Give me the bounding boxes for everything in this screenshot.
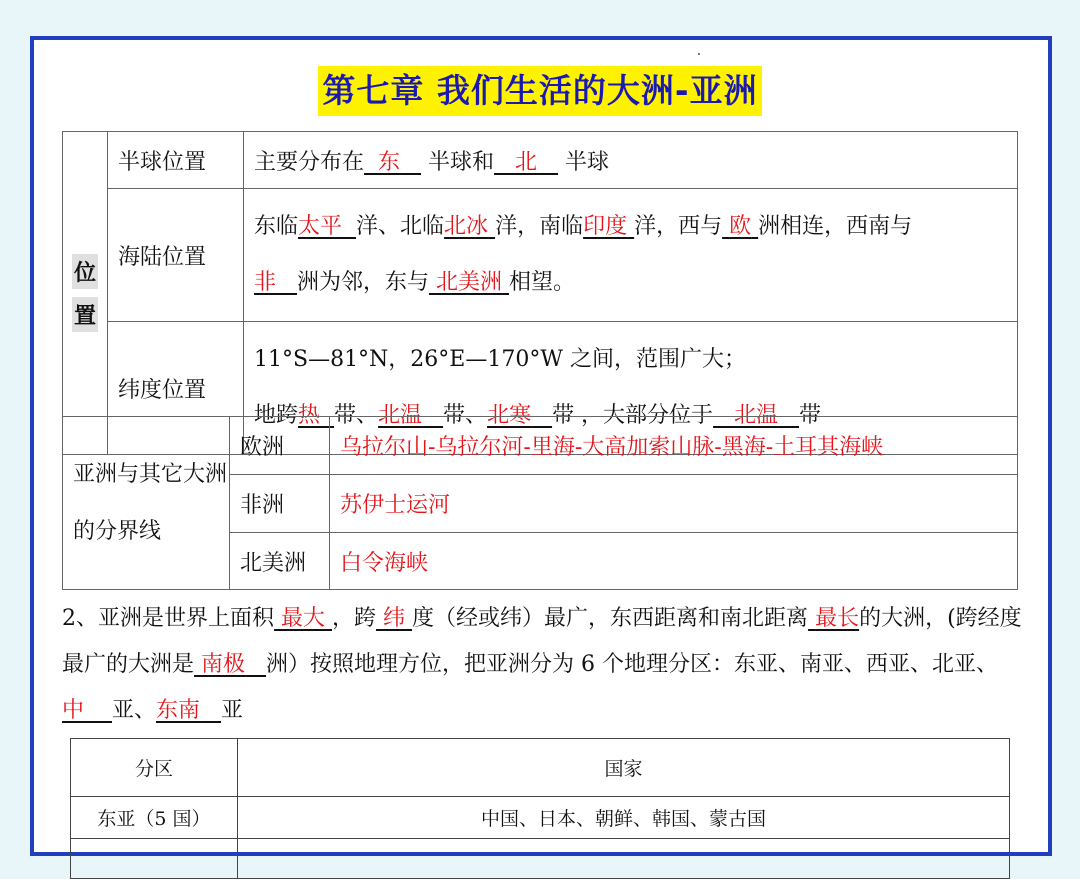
text: 洋，西与 xyxy=(634,214,723,239)
answer: 印度 xyxy=(583,214,628,239)
answer: 北美洲 xyxy=(436,270,503,295)
boundary-north-america: 白令海峡 xyxy=(330,533,1018,590)
text: 带 xyxy=(799,403,822,428)
boundary-europe: 乌拉尔山-乌拉尔河-里海-大高加索山脉-黑海-土耳其海峡 xyxy=(330,417,1018,475)
text: 相望。 xyxy=(509,270,576,295)
answer: 北温 xyxy=(734,403,779,428)
answer: 东南 xyxy=(156,698,201,723)
text: 度（经或纬）最广，东西距离和南北距离 xyxy=(412,606,809,631)
summary-paragraph xyxy=(62,596,1022,734)
answer: 北 xyxy=(515,149,538,175)
answer-blank xyxy=(254,270,297,295)
answer-blank xyxy=(429,270,509,295)
latitude-range: 11°S—81°N，26°E—170°W 之间，范围广大； xyxy=(254,347,746,372)
region-east-asia: 东亚（5 国） xyxy=(71,797,238,839)
regions-table xyxy=(70,738,1010,879)
answer-blank xyxy=(376,606,412,631)
text: 带、 xyxy=(334,403,379,428)
answer: 南极 xyxy=(201,652,246,677)
header-countries: 国家 xyxy=(238,739,1010,797)
answer-blank xyxy=(274,606,332,631)
continent-africa: 非洲 xyxy=(230,475,330,533)
hemisphere-label: 半球位置 xyxy=(108,132,244,189)
answer-blank xyxy=(364,150,421,175)
header-region: 分区 xyxy=(71,739,238,797)
answer-blank xyxy=(298,214,356,239)
text: 洋、北临 xyxy=(356,214,445,239)
continent-north-america: 北美洲 xyxy=(230,533,330,590)
answer: 纬 xyxy=(383,606,406,631)
text: 亚、 xyxy=(112,698,157,723)
text: 2、亚洲是世界上面积 xyxy=(62,606,274,631)
text: 地跨 xyxy=(254,403,299,428)
text: 洋，南临 xyxy=(495,214,584,239)
position-char-1: 位 xyxy=(72,254,98,289)
answer-blank xyxy=(194,652,266,677)
text: 的大洲，(跨经度最广的大洲是 xyxy=(62,606,1022,677)
answer: 最大 xyxy=(281,606,326,631)
text: 洲为邻，东与 xyxy=(297,270,430,295)
answer-blank xyxy=(722,214,758,239)
answer: 北温 xyxy=(378,403,423,428)
countries-east-asia: 中国、日本、朝鲜、韩国、蒙古国 xyxy=(238,797,1010,839)
answer: 非 xyxy=(254,270,277,295)
speck xyxy=(698,53,700,55)
hemisphere-content xyxy=(244,132,1018,189)
answer-blank xyxy=(494,150,558,175)
text: 主要分布在 xyxy=(254,149,365,175)
boundary-label: 亚洲与其它大洲的分界线 xyxy=(63,417,230,590)
text: ，跨 xyxy=(332,606,377,631)
answer-blank xyxy=(444,214,495,239)
text: 半球和 xyxy=(428,149,495,175)
answer-blank xyxy=(583,214,634,239)
answer-blank xyxy=(808,606,859,631)
text: 半球 xyxy=(565,149,610,175)
boundary-table xyxy=(62,416,1018,590)
countries-cell xyxy=(238,839,1010,879)
answer-blank xyxy=(156,698,221,723)
text: 洲）按照地理方位，把亚洲分为 6 个地理分区：东亚、南亚、西亚、北亚、 xyxy=(266,652,999,677)
text: 带、 xyxy=(443,403,488,428)
region-cell xyxy=(71,839,238,879)
text: 带 ，大部分位于 xyxy=(552,403,714,428)
text: 洲相连，西南与 xyxy=(758,214,913,239)
latitude-label: 纬度位置 xyxy=(108,322,244,455)
answer: 东 xyxy=(378,149,401,175)
answer-blank xyxy=(62,698,112,723)
boundary-africa: 苏伊士运河 xyxy=(330,475,1018,533)
text: 亚 xyxy=(221,698,244,723)
position-group-cell xyxy=(63,132,108,455)
position-table xyxy=(62,131,1018,455)
answer: 太平 xyxy=(298,214,343,239)
land-sea-label: 海陆位置 xyxy=(108,189,244,322)
answer: 最长 xyxy=(815,606,860,631)
answer: 中 xyxy=(62,698,85,723)
continent-europe: 欧洲 xyxy=(230,417,330,475)
answer: 欧 xyxy=(729,214,752,239)
chapter-title: 第七章 我们生活的大洲-亚洲 xyxy=(318,66,761,116)
land-sea-content xyxy=(244,189,1018,322)
position-char-2: 置 xyxy=(72,297,98,332)
answer: 北冰 xyxy=(444,214,489,239)
title-wrap xyxy=(0,66,1080,116)
text: 东临 xyxy=(254,214,299,239)
answer: 北寒 xyxy=(487,403,532,428)
answer: 热 xyxy=(298,403,321,428)
